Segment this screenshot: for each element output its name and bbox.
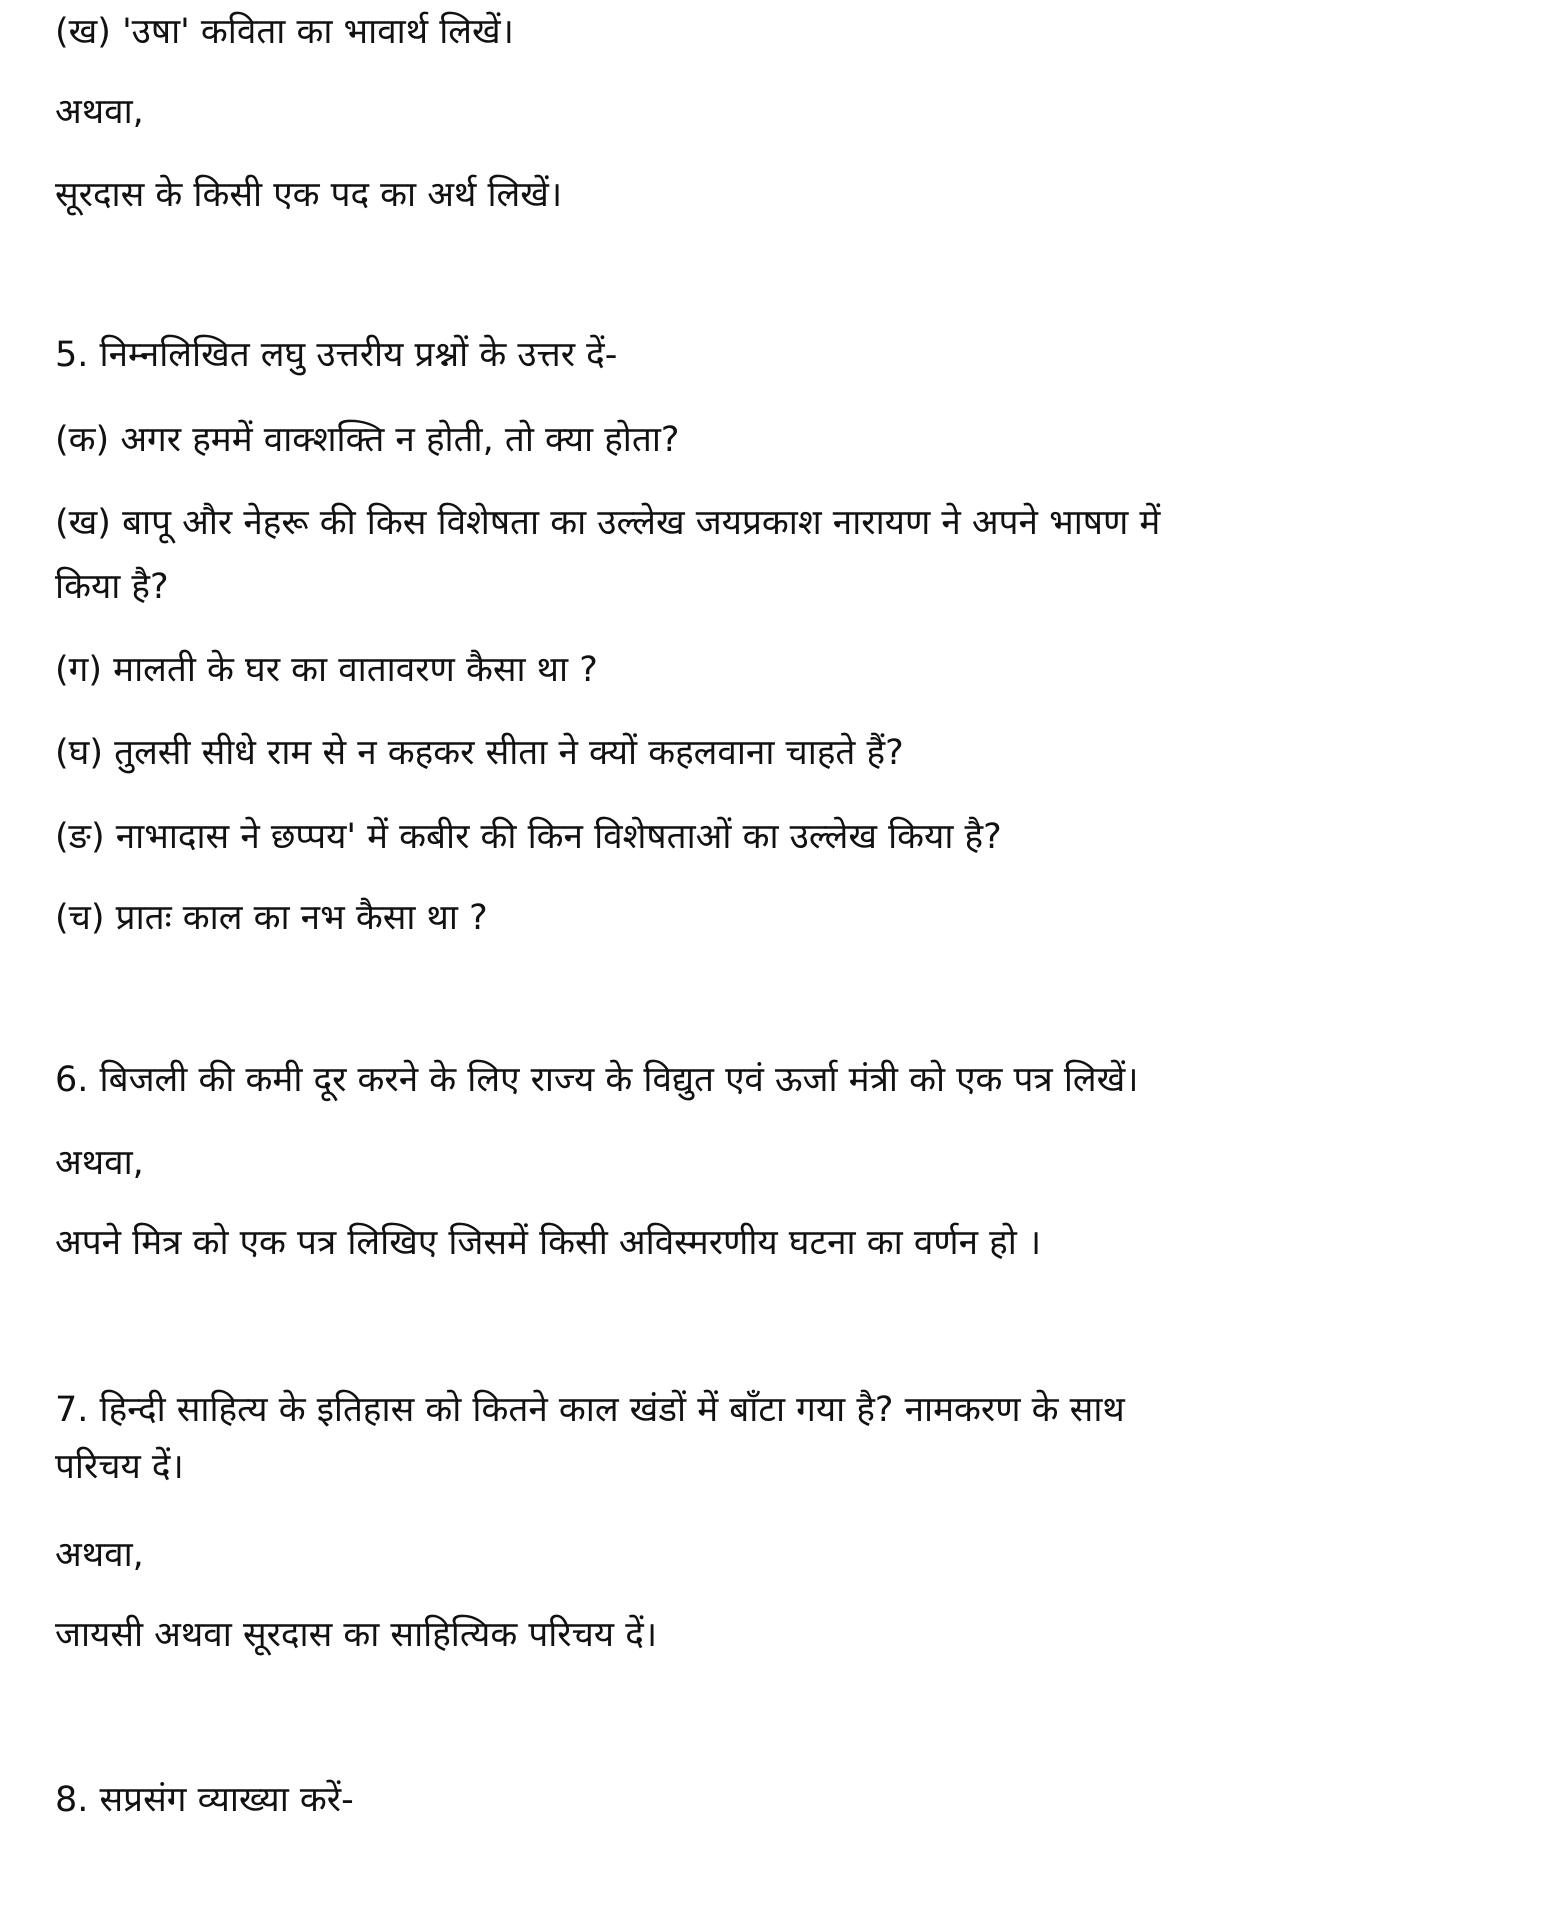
question-7-line2: परिचय दें। bbox=[55, 1447, 184, 1487]
or-separator: अथवा, bbox=[55, 92, 144, 132]
question-5-heading: 5. निम्नलिखित लघु उत्तरीय प्रश्नों के उत्तर दें- bbox=[55, 335, 618, 375]
question-5b-line1: (ख) बापू और नेहरू की किस विशेषता का उल्लेख जयप्रकाश नारायण ने अपने भाषण में bbox=[55, 503, 1161, 543]
question-5a: (क) अगर हममें वाक्शक्ति न होती, तो क्या होता? bbox=[55, 420, 680, 460]
question-7-alternative: जायसी अथवा सूरदास का साहित्यिक परिचय दें। bbox=[55, 1615, 658, 1655]
question-8-heading: 8. सप्रसंग व्याख्या करें- bbox=[55, 1780, 354, 1820]
question-4b-text: (ख) 'उषा' कविता का भावार्थ लिखें। bbox=[55, 12, 514, 52]
or-separator: अथवा, bbox=[55, 1535, 144, 1575]
question-5c: (ग) मालती के घर का वातावरण कैसा था ? bbox=[55, 650, 598, 690]
question-7-line1: 7. हिन्दी साहित्य के इतिहास को कितने काल खंडों में बाँटा गया है? नामकरण के साथ bbox=[55, 1390, 1125, 1430]
or-separator: अथवा, bbox=[55, 1143, 144, 1183]
question-5e: (ङ) नाभादास ने छप्पय' में कबीर की किन विशेषताओं का उल्लेख किया है? bbox=[55, 817, 1002, 857]
question-6-text: 6. बिजली की कमी दूर करने के लिए राज्य के विद्युत एवं ऊर्जा मंत्री को एक पत्र लिखें। bbox=[55, 1060, 1139, 1100]
question-5b-line2: किया है? bbox=[55, 567, 169, 607]
question-5d: (घ) तुलसी सीधे राम से न कहकर सीता ने क्यों कहलवाना चाहते हैं? bbox=[55, 733, 904, 773]
question-6-alternative: अपने मित्र को एक पत्र लिखिए जिसमें किसी अविस्मरणीय घटना का वर्णन हो । bbox=[55, 1223, 1042, 1263]
question-5f: (च) प्रातः काल का नभ कैसा था ? bbox=[55, 898, 488, 938]
question-4b-alternative: सूरदास के किसी एक पद का अर्थ लिखें। bbox=[55, 175, 563, 215]
